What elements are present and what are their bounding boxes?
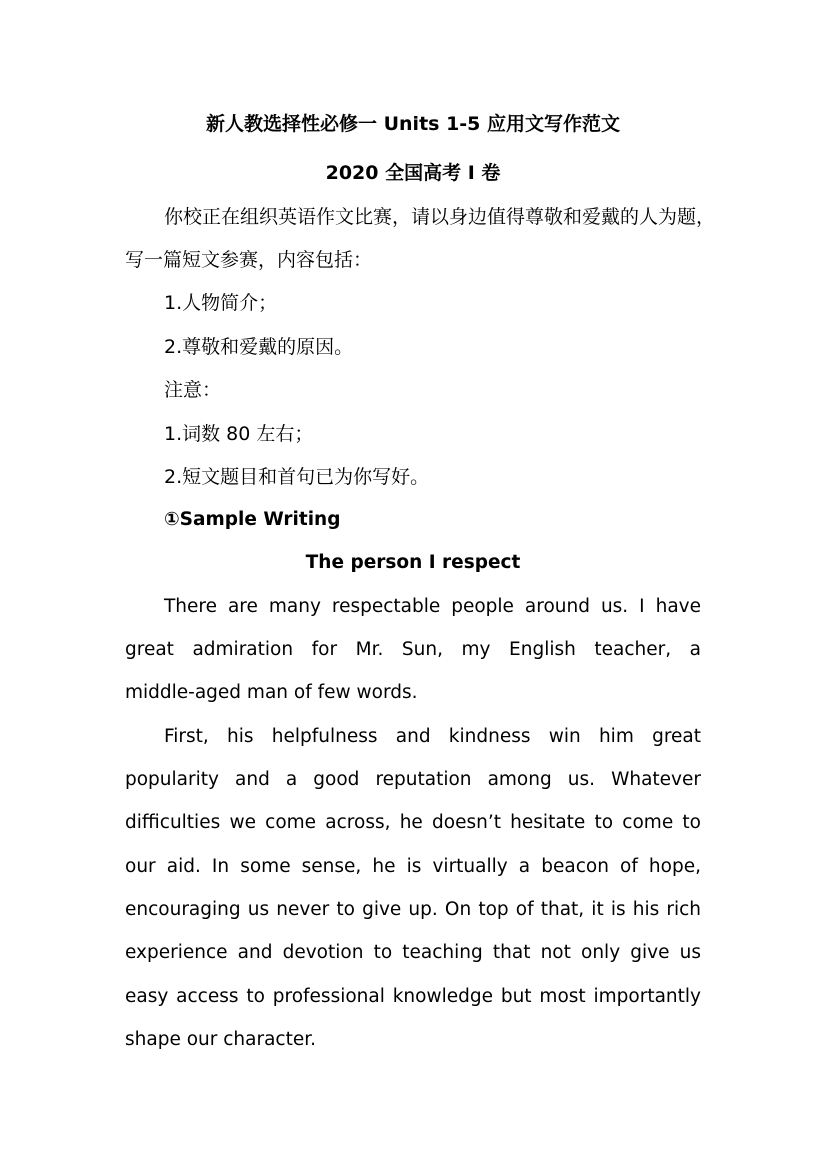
prompt-item-2: 2.尊敬和爱戴的原因。 [164,336,354,358]
note-item-1: 1.词数 80 左右； [164,423,314,445]
prompt-intro-line-2: 写一篇短文参赛，内容包括： [125,249,373,271]
essay-line-4: First, his helpfulness and kindness win him great [164,726,701,747]
essay-title: The person I respect [305,552,521,573]
essay-line-1: There are many respectable people around us. I have [164,596,701,617]
document-subtitle: 2020 全国高考 I 卷 [325,162,501,184]
essay-line-2: great admiration for Mr. Sun, my English teacher, a [125,639,701,660]
note-label: 注意： [164,379,222,401]
essay-line-11: shape our character. [125,1029,317,1050]
note-item-2: 2.短文题目和首句已为你写好。 [164,466,430,488]
document-title: 新人教选择性必修一 Units 1-5 应用文写作范文 [205,113,621,135]
essay-line-3: middle-aged man of few words. [125,682,418,703]
essay-line-5: popularity and a good reputation among us. Whatever [125,769,701,790]
sample-writing-heading: ①Sample Writing [164,509,341,530]
essay-line-9: experience and devotion to teaching that not only give us [125,942,701,963]
essay-line-10: easy access to professional knowledge but most importantly [125,986,701,1007]
essay-line-7: our aid. In some sense, he is virtually a beacon of hope, [125,856,701,877]
prompt-item-1: 1.人物简介； [164,292,278,314]
essay-line-8: encouraging us never to give up. On top of that, it is his rich [125,899,701,920]
essay-line-6: difficulties we come across, he doesn’t hesitate to come to [125,812,701,833]
prompt-intro-line-1: 你校正在组织英语作文比赛，请以身边值得尊敬和爱戴的人为题， [164,206,716,228]
